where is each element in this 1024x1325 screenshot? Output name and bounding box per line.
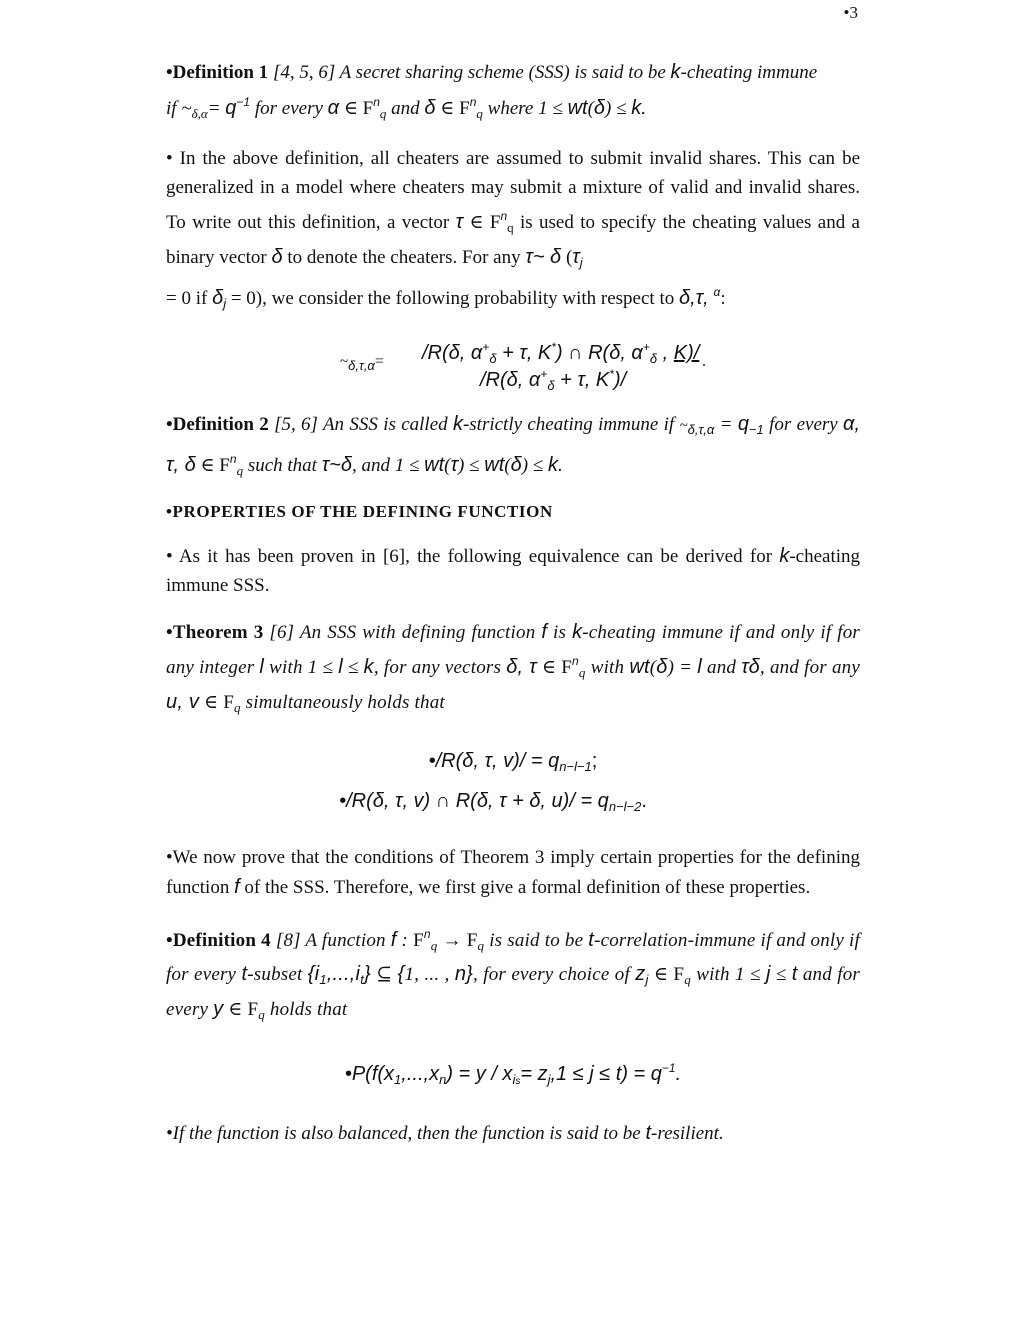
page-number: •3 [843,3,858,22]
formula-period: . [702,353,706,371]
definition-1-citation: [4, 5, 6] [272,62,336,83]
paragraph-cheating-model: • In the above definition, all cheaters are assumed to submit invalid shares. This can be generalized in a model where cheaters may submit a mixture of valid and invalid shares. To write out this definition, a vector τ ∈ $F^n_q$ is used to specify the cheating values and a binary vector δ to denote the cheaters. For any τ~ δ ($\tau_j$ = 0 if $\delta_j = 0$), we consider the following probability with respect to δ,τ, $^\alpha$: [166,148,860,311]
definition-2: •Definition 2 [5, 6] An SSS is called k-strictly cheating immune if $\sim_{\delta,\tau,\alpha} = q_{-1}$ for every α, τ, δ ∈ $F^n_q$ such that τ~δ, and 1 ≤ wt(τ) ≤ wt(δ) ≤ k. [166,413,861,478]
definition-1: •Definition 1 [4, 5, 6] A secret sharing scheme (SSS) is said to be k-cheating immune if $\sim_{\delta,\alpha}= q^{-1}$ for every α ∈ $F^n_q$ and δ ∈ $F^n_q$ where 1 ≤ wt(δ) ≤ k. [166,61,818,121]
definition-4: •Definition 4 [8] A function f : $F^n_q \to F_q$ is said to be t-correlation-immune if and only if for every t-subset $\{i_1,...,i_t\}$ ⊆ {1, ... , n}, for every choice of $z_j$ ∈ $F_q$ with 1 ≤ j ≤ t and for every y ∈ $F_q$ holds that [166,926,861,1022]
page-body [166,58,860,1166]
section-heading: •PROPERTIES OF THE DEFINING FUNCTION [166,502,553,522]
correlation-formula: $•P(f(x_1,...,x_n) = y / x_{is}= z_j,1 \le j \le t) = q^{-1}$. [344,1061,682,1088]
formula-denominator: /R(δ, $\alpha^+_\delta + \tau$, K*)/ [480,367,627,394]
theorem-3-label: •Theorem 3 [166,621,264,643]
definition-1-label: •Definition 1 [166,62,269,83]
condition-2: •/R(δ, τ, v) ∩ R(δ, τ + δ, $u)/ = q_{n-l-2}$. [339,790,647,815]
condition-1: •/R(δ, τ, $v)/ = q_{n-l-1}$; [428,750,598,775]
epsilon-symbol: $\sim_{\delta,\alpha}$ [181,97,208,121]
correlation-formula-block [166,1051,860,1099]
paragraph-properties: •We now prove that the conditions of Theorem 3 imply certain properties for the defining function f of the SSS. Therefore, we first give a formal definition of these properties. [166,847,860,898]
resilient-note: •If the function is also balanced, then the function is said to be t-resilient. [166,1122,724,1145]
theorem-3: •Theorem 3 [6] An SSS with defining function f is k-cheating immune if and only if for any integer l with 1 ≤ l ≤ k, for any vectors δ, τ ∈ $F^n_q$ with wt(δ) = l and τδ, and for any u, v ∈ $F_q$ simultaneously holds that [166,620,861,715]
theorem-3-conditions [166,744,860,824]
formula-numerator: /R(δ, $\alpha^+_\delta + \tau$, K*) ∩ R(δ, $\alpha^+_\delta$ , K)/ [422,340,700,367]
definition-4-label: •Definition 4 [166,929,271,951]
formula-lhs: $\sim_{\delta,\tau,\alpha}=$ [340,353,384,374]
paragraph-equivalence: • As it has been proven in [6], the following equivalence can be derived for k-cheating immune SSS. [166,545,860,596]
definition-2-label: •Definition 2 [166,414,269,436]
probability-formula [166,340,860,396]
